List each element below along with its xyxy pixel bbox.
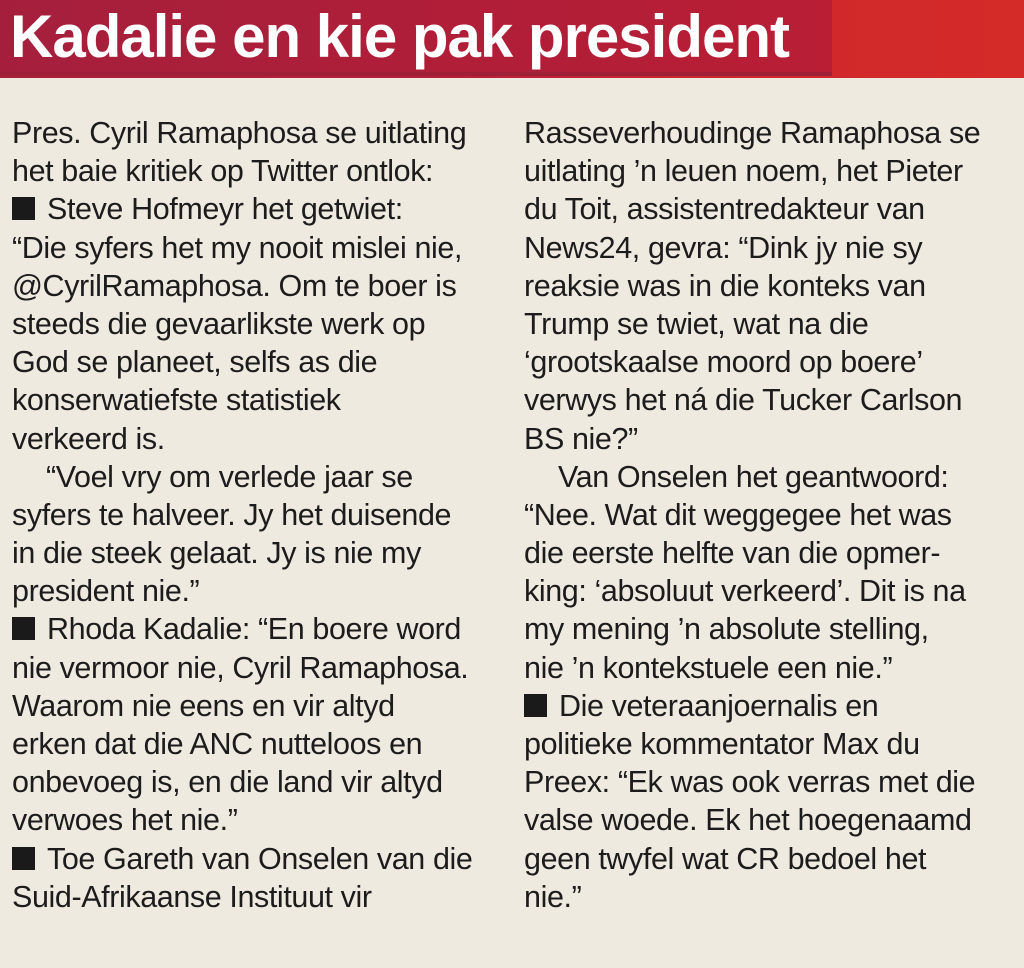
line-text: die eerste helfte van die opmer- [524, 536, 941, 571]
text-line [524, 801, 1019, 839]
text-line [524, 649, 1019, 687]
line-text: “Voel vry om verlede jaar se [46, 459, 413, 494]
text-line [12, 687, 502, 725]
text-line [524, 114, 1019, 152]
text-line [12, 458, 502, 496]
line-text: Steve Hofmeyr het getwiet: [47, 192, 403, 227]
line-text: in die steek gelaat. Jy is nie my [12, 536, 421, 571]
headline-box [0, 0, 832, 72]
headline: Kadalie en kie pak president [10, 3, 789, 70]
square-bullet-icon [524, 694, 547, 717]
text-line [12, 114, 502, 152]
line-text: Rasseverhoudinge Ramaphosa se [524, 116, 981, 150]
line-text: verwys het ná die Tucker Carlson [524, 383, 963, 418]
line-text: “Nee. Wat dit weggegee het was [524, 497, 952, 532]
line-text: geen twyfel wat CR bedoel het [524, 841, 927, 876]
text-line [12, 152, 502, 190]
line-text: BS nie?” [524, 421, 638, 456]
text-line [12, 572, 502, 610]
text-line [12, 381, 502, 419]
text-line [12, 305, 502, 343]
line-text: News24, gevra: “Dink jy nie sy [524, 230, 923, 265]
text-line [12, 190, 502, 228]
line-text: Van Onselen het geantwoord: [558, 459, 949, 494]
line-text: reaksie was in die konteks van [524, 268, 926, 303]
square-bullet-icon [12, 197, 35, 220]
text-line [12, 610, 502, 648]
square-bullet-icon [12, 847, 35, 870]
line-text: Pres. Cyril Ramaphosa se uitlating [12, 116, 467, 150]
line-text: Trump se twiet, wat na die [524, 306, 869, 341]
line-text: het baie kritiek op Twitter ontlok: [12, 154, 434, 189]
text-line [524, 381, 1019, 419]
line-text: verwoes het nie.” [12, 803, 238, 838]
text-line [12, 343, 502, 381]
text-line [524, 305, 1019, 343]
line-text: nie ’n kontekstuele een nie.” [524, 650, 893, 685]
line-text: syfers te halveer. Jy het duisende [12, 497, 452, 532]
line-text: erken dat die ANC nutteloos en [12, 727, 423, 761]
line-text: onbevoeg is, en die land vir altyd [12, 765, 443, 800]
text-line [524, 840, 1019, 878]
line-text: king: ‘absoluut verkeerd’. Dit is na [524, 574, 966, 609]
text-line [524, 152, 1019, 190]
line-text: nie.” [524, 879, 582, 914]
text-line [524, 343, 1019, 381]
text-line [524, 687, 1019, 725]
line-text: Rhoda Kadalie: “En boere word [47, 612, 461, 647]
line-text: Suid-Afrikaanse Instituut vir [12, 879, 372, 914]
line-text: Die veteraanjoernalis en [559, 688, 879, 723]
line-text: Toe Gareth van Onselen van die [47, 841, 473, 876]
text-line [12, 267, 502, 305]
text-line [524, 878, 1019, 916]
line-text: ‘grootskaalse moord op boere’ [524, 345, 923, 380]
line-text: politieke kommentator Max du [524, 727, 920, 761]
left-column [12, 114, 502, 916]
line-text: @CyrilRamaphosa. Om te boer is [12, 268, 457, 303]
text-line [12, 420, 502, 458]
line-text: uitlating ’n leuen noem, het Pieter [524, 154, 963, 189]
line-text: valse woede. Ek het hoegenaamd [524, 803, 972, 838]
text-line [12, 878, 502, 916]
text-line [524, 725, 1019, 763]
line-text: du Toit, assistentredakteur van [524, 192, 925, 227]
line-text: steeds die gevaarlikste werk op [12, 306, 426, 341]
line-text: verkeerd is. [12, 421, 165, 456]
text-line [12, 725, 502, 763]
square-bullet-icon [12, 617, 35, 640]
line-text: president nie.” [12, 574, 200, 609]
text-line [524, 496, 1019, 534]
text-line [12, 840, 502, 878]
right-column [524, 114, 1019, 916]
text-line [524, 229, 1019, 267]
line-text: Preex: “Ek was ook verras met die [524, 765, 976, 800]
line-text: God se planeet, selfs as die [12, 345, 378, 380]
text-line [12, 763, 502, 801]
text-line [524, 190, 1019, 228]
text-line [524, 420, 1019, 458]
text-line [524, 763, 1019, 801]
line-text: my mening ’n absolute stelling, [524, 612, 929, 647]
text-line [12, 229, 502, 267]
line-text: Waarom nie eens en vir altyd [12, 688, 395, 723]
text-line [524, 610, 1019, 648]
text-line [524, 458, 1019, 496]
line-text: konserwatiefste statistiek [12, 383, 341, 418]
text-line [12, 534, 502, 572]
text-line [524, 267, 1019, 305]
text-line [524, 572, 1019, 610]
line-text: “Die syfers het my nooit mislei nie, [12, 230, 463, 265]
line-text: nie vermoor nie, Cyril Ramaphosa. [12, 650, 469, 685]
text-line [524, 534, 1019, 572]
text-line [12, 496, 502, 534]
text-line [12, 801, 502, 839]
text-line [12, 649, 502, 687]
